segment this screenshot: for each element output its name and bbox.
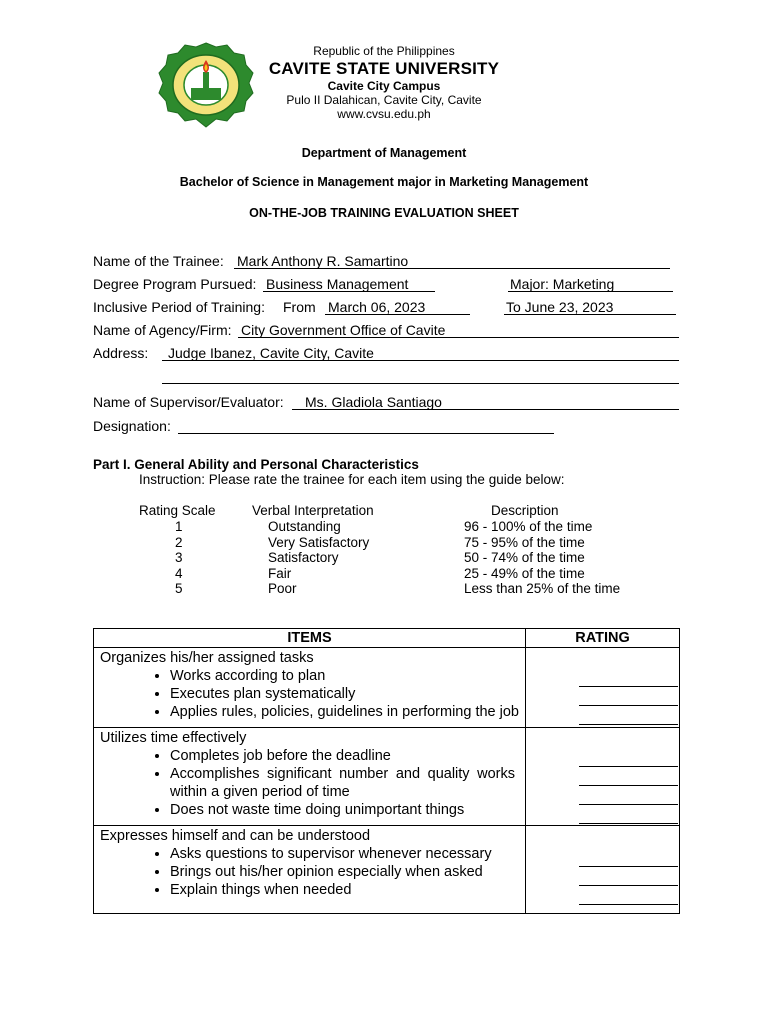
scale-verbal: Satisfactory (268, 550, 339, 565)
scale-header-description: Description (491, 503, 559, 518)
list-item: • Works according to plan (170, 667, 519, 685)
rating-blank[interactable] (579, 848, 678, 867)
scale-rating: 3 (175, 550, 183, 565)
rating-header: RATING (526, 629, 680, 648)
list-item: • Executes plan systematically (170, 685, 519, 703)
scale-verbal: Poor (268, 581, 297, 596)
supervisor-label: Name of Supervisor/Evaluator: (93, 394, 284, 410)
rating-blank[interactable] (579, 687, 678, 706)
scale-verbal: Outstanding (268, 519, 341, 534)
list-item: • Brings out his/her opinion especially when asked (170, 863, 515, 881)
designation-label: Designation: (93, 418, 171, 434)
scale-header-verbal: Verbal Interpretation (252, 503, 374, 518)
evaluation-table (93, 628, 680, 914)
to-value: To June 23, 2023 (506, 299, 614, 315)
list-item: • Applies rules, policies, guidelines in performing the job (170, 703, 519, 721)
group-title: Organizes his/her assigned tasks (100, 650, 314, 666)
agency-label: Name of Agency/Firm: (93, 322, 232, 338)
group-title: Expresses himself and can be understood (100, 828, 371, 844)
rating-blank[interactable] (579, 767, 678, 786)
trainee-label: Name of the Trainee: (93, 253, 224, 269)
table-row (94, 728, 680, 826)
scale-description: 50 - 74% of the time (464, 550, 585, 565)
part1-title: Part I. General Ability and Personal Characteristics (93, 457, 419, 472)
table-row (94, 826, 680, 914)
website: www.cvsu.edu.ph (337, 107, 431, 121)
list-item: • Does not waste time doing unimportant things (170, 801, 515, 819)
from-value: March 06, 2023 (328, 299, 426, 315)
scale-rating: 1 (175, 519, 183, 534)
group-title: Utilizes time effectively (100, 730, 247, 746)
rating-blank[interactable] (579, 867, 678, 886)
list-item: • Completes job before the deadline (170, 747, 515, 765)
form-title: ON-THE-JOB TRAINING EVALUATION SHEET (249, 206, 519, 220)
campus-name: Cavite City Campus (327, 79, 441, 93)
rating-blank[interactable] (579, 886, 678, 905)
campus-address: Pulo II Dalahican, Cavite City, Cavite (286, 93, 482, 107)
address-label: Address: (93, 345, 149, 361)
list-item: • Explain things when needed (170, 881, 515, 899)
scale-rating: 5 (175, 581, 183, 596)
trainee-value: Mark Anthony R. Samartino (237, 253, 409, 269)
part1-instruction: Instruction: Please rate the trainee for each item using the guide below: (139, 472, 565, 487)
items-header: ITEMS (94, 629, 526, 648)
major-value: Major: Marketing (510, 276, 615, 292)
scale-rating: 2 (175, 535, 183, 550)
rating-blank[interactable] (579, 706, 678, 725)
university-name: CAVITE STATE UNIVERSITY (268, 59, 500, 78)
program-name: Bachelor of Science in Management major in Marketing Management (179, 175, 589, 189)
period-label: Inclusive Period of Training: (93, 299, 265, 315)
list-item: • Accomplishes significant number and quality works within a given period of time (170, 765, 515, 801)
scale-verbal: Fair (268, 566, 292, 581)
department-name: Department of Management (301, 146, 467, 160)
table-row (94, 648, 680, 728)
scale-description: Less than 25% of the time (464, 581, 621, 596)
degree-value: Business Management (266, 276, 409, 292)
scale-description: 96 - 100% of the time (464, 519, 593, 534)
from-label: From (283, 299, 316, 315)
scale-verbal: Very Satisfactory (268, 535, 370, 550)
rating-blank[interactable] (579, 786, 678, 805)
supervisor-value: Ms. Gladiola Santiago (305, 394, 442, 410)
agency-value: City Government Office of Cavite (241, 322, 446, 338)
degree-label: Degree Program Pursued: (93, 276, 257, 292)
scale-header-rating: Rating Scale (139, 503, 216, 518)
scale-rating: 4 (175, 566, 183, 581)
scale-description: 75 - 95% of the time (464, 535, 585, 550)
list-item: • Asks questions to supervisor whenever necessary (170, 845, 515, 863)
rating-blank[interactable] (579, 748, 678, 767)
address-value: Judge Ibanez, Cavite City, Cavite (168, 345, 374, 361)
republic-line: Republic of the Philippines (313, 44, 455, 58)
scale-description: 25 - 49% of the time (464, 566, 585, 581)
rating-blank[interactable] (579, 668, 678, 687)
rating-blank[interactable] (579, 805, 678, 824)
